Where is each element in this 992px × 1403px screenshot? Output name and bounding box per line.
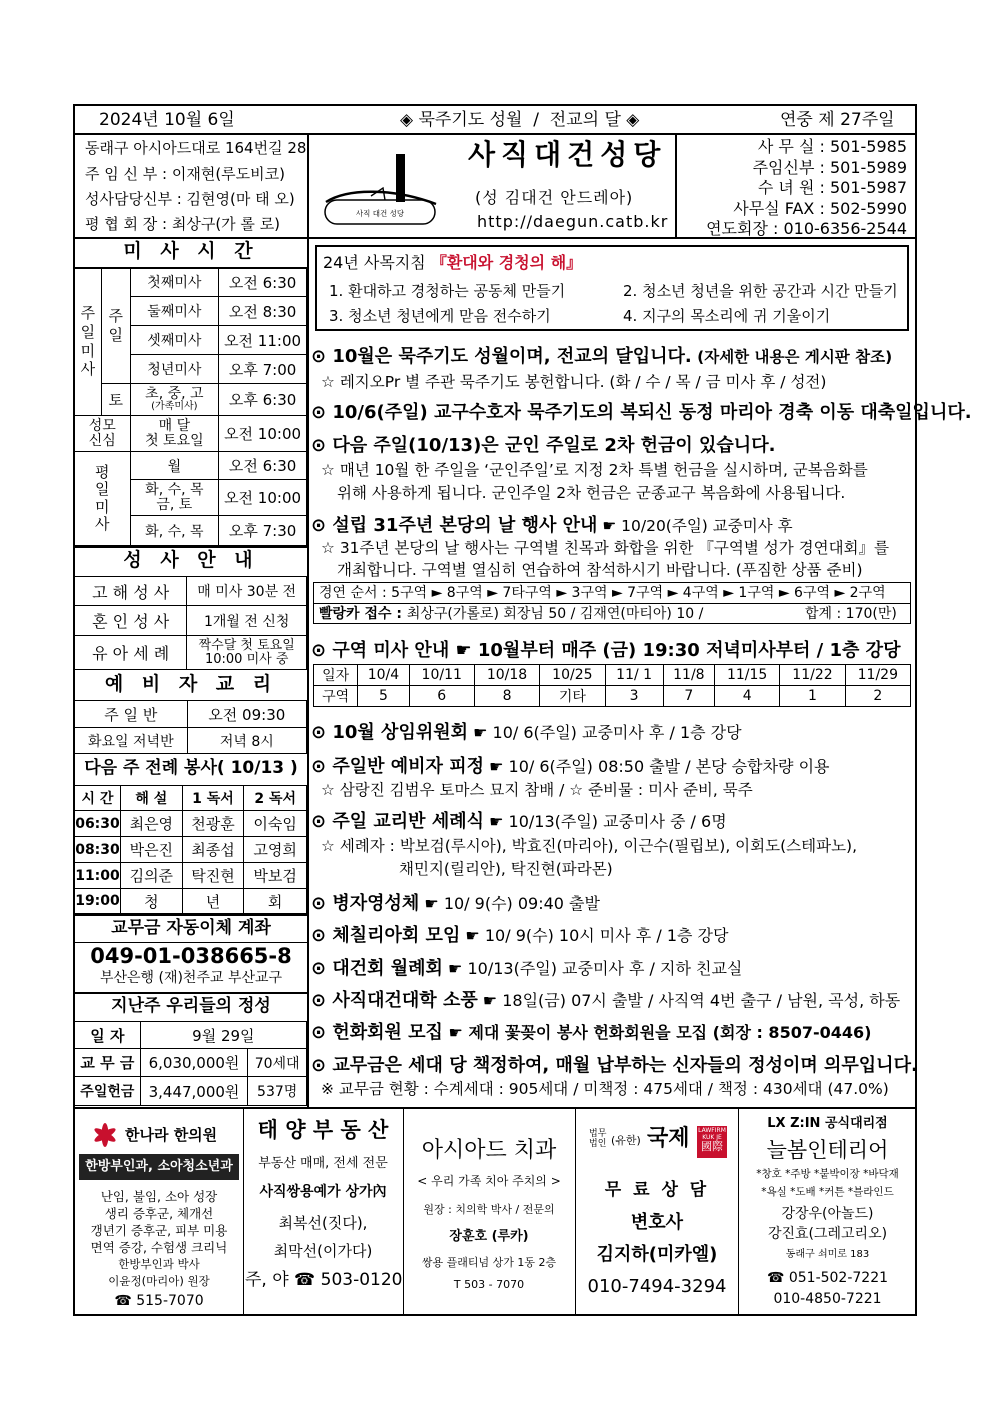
month-theme: ◈ 묵주기도 성월 / 전교의 달 ◈ [400, 110, 640, 130]
district-date-cell: 11/22 [780, 665, 845, 686]
clinic-services [79, 1188, 239, 1290]
marian-devotion-label: 성모 신심 [75, 416, 131, 452]
sacrament-info: 매 미사 30분 전 [187, 577, 307, 606]
announcement-detail: ☆ 레지오Pr 별 주관 묵주기도 봉헌합니다. (화 / 수 / 목 / 금 미사 후 / 성전) [321, 373, 827, 391]
announcement-heading: ⊙ 체칠리아회 모임 ☛ 10/ 9(수) 10시 미사 후 / 1층 강당 [311, 925, 729, 946]
interior-phone: ☎ 051-502-7221 [766, 1270, 889, 1286]
district-zone-cell: 5 [358, 686, 409, 707]
interior-brand: LX Z:IN 공식대리점 [767, 1116, 888, 1131]
announcement-detail: ☆ 세례자 : 박보검(루시아), 박효진(마리아), 이근수(필립보), 이회도(스테파노), [321, 837, 858, 855]
sacrament-info: 1개월 전 신청 [187, 606, 307, 636]
church-name: 사직대건성당 [468, 138, 667, 171]
law-lawyer-name: 김지하(미카엘) [596, 1244, 718, 1265]
mass-row-time: 오후 7:00 [219, 355, 307, 384]
dental-phone: T 503 - 7070 [453, 1278, 525, 1291]
weekday-mass-label: 평 일 미 사 [75, 452, 131, 546]
class-time: 저녁 8시 [187, 728, 306, 754]
offering-table [74, 1021, 307, 1106]
director-name: 성사담당신부 : 김현영(마 태 오) [85, 190, 295, 208]
clinic-service-line: 한방부인과 박사 [118, 1257, 200, 1271]
dental-slogan: < 우리 가족 치아 주치의 > [417, 1174, 561, 1188]
church-website-link[interactable]: http://daegun.catb.kr [477, 212, 669, 231]
bulletin-date: 2024년 10월 6일 [99, 110, 235, 130]
law-firm-name: 국제 [647, 1126, 690, 1151]
clinic-service-line: 난임, 불임, 소아 성장 [100, 1189, 218, 1204]
district-zones-row [314, 686, 911, 707]
pastor-name: 주 임 신 부 : 이재현(루도비코) [85, 165, 285, 183]
donation-bank: 부산은행 (재)천주교 부산교구 [99, 970, 283, 986]
district-mass-table [313, 664, 911, 707]
announcement-heading: ⊙ 병자영성체 ☛ 10/ 9(수) 09:40 출발 [311, 893, 600, 914]
realty-person: 최막선(이가다) [273, 1242, 373, 1260]
sunday-label: 주 일 [101, 268, 130, 384]
church-patron: (성 김대건 안드레아) [475, 188, 634, 207]
district-date-cell: 11/29 [845, 665, 910, 686]
clinic-name: 한나라 한의원 [125, 1126, 218, 1144]
contact-phone: 수 녀 원 : 501-5987 [757, 178, 907, 197]
sacrament-info: 짝수달 첫 토요일 10:00 미사 중 [187, 636, 307, 670]
bulletin-sheet [73, 104, 972, 1316]
weekday-mass-time: 오후 7:30 [219, 516, 307, 546]
announcement-heading: ⊙ 설립 31주년 본당의 날 행사 안내 ☛ 10/20(주일) 교중미사 후 [311, 515, 793, 536]
first-saturday-name: 매 달 첫 토요일 [130, 416, 219, 452]
contact-phone: 연도회장 : 010-6356-2544 [706, 219, 907, 238]
saturday-mass-time: 오후 6:30 [219, 384, 307, 416]
district-date-cell: 일자 [314, 665, 358, 686]
district-mass-heading: ⊙ 구역 미사 안내 ☛ 10월부터 매주 (금) 19:30 저녁미사부터 / 1층 강당 [311, 640, 901, 661]
announcement-detail: ☆ 매년 10월 한 주일을 ‘군인주일’로 지정 2차 특별 헌금을 실시하며, 군복음화를 [321, 461, 868, 479]
announcement-heading: ⊙ 대건회 월례회 ☛ 10/13(주일) 교중미사 후 / 지하 친교실 [311, 958, 743, 979]
sacrament-name: 고 해 성 사 [75, 577, 187, 606]
realty-phone: 주, 야 ☎ 503-0120 [245, 1270, 403, 1290]
weekday-mass-name: 월 [130, 452, 219, 480]
saturday-mass-name: 초, 중, 고 (가족미사) [130, 384, 219, 416]
announcement-detail: 채민지(릴리안), 탁진현(파라몬) [399, 860, 613, 878]
catechumen-title: 예 비 자 교 리 [104, 673, 278, 695]
announcement-heading: ⊙ 주일 교리반 세례식 ☛ 10/13(주일) 교중미사 중 / 6명 [311, 811, 727, 832]
contact-phone: 사무실 FAX : 502-5990 [733, 198, 907, 218]
announcement-heading: ⊙ 교무금은 세대 당 책정하여, 매월 납부하는 신자들의 정성이며 의무입니다. [311, 1055, 918, 1076]
offering-name: 주일헌금 [75, 1077, 141, 1106]
mass-row-time: 오전 6:30 [219, 268, 307, 297]
district-zone-cell: 기타 [540, 686, 605, 707]
clinic-phone: ☎ 515-7070 [114, 1293, 204, 1309]
service-row: 19:00 청 년 회 [75, 889, 307, 914]
announcement-detail: ☆ 31주년 본당의 날 행사는 구역별 친목과 화합을 위한 『구역별 성가 경연대회』를 [321, 539, 890, 557]
announcement-heading: ⊙ 헌화회원 모집 ☛ 제대 꽃꽂이 봉사 헌화회원을 모집 (회장 : 8507-0446) [311, 1022, 872, 1043]
class-time: 오전 09:30 [187, 701, 306, 728]
announcement-detail: ※ 교무금 현황 : 수계세대 : 905세대 / 미책정 : 475세대 / 책정 : 430세대 (47.0%) [321, 1080, 889, 1098]
interior-person: 강장우(아놀드) [781, 1206, 874, 1222]
catechumen-table [74, 700, 307, 754]
mass-row-name: 첫째미사 [130, 268, 219, 297]
saturday-label: 토 [101, 384, 130, 416]
weekday-mass-name: 화, 수, 목 금, 토 [130, 480, 219, 516]
service-title: 다음 주 전례 봉사( 10/13 ) [84, 758, 298, 778]
first-saturday-time: 오전 10:00 [219, 416, 307, 452]
offering-count: 537명 [248, 1077, 307, 1106]
announcement-heading: ⊙ 사직대건대학 소풍 ☛ 18일(금) 07시 출발 / 사직역 4번 출구 / 남원, 곡성, 하동 [311, 990, 901, 1011]
realty-name: 태 양 부 동 산 [257, 1118, 389, 1142]
liturgical-week: 연중 제 27주일 [780, 110, 895, 130]
announcement-heading: ⊙ 10/6(주일) 교구수호자 묵주기도의 복되신 동정 마리아 경축 이동 대축일입니다. [311, 402, 972, 423]
weekday-mass-name: 화, 수, 목 [130, 516, 219, 546]
vision-item: 1. 환대하고 경청하는 공동체 만들기 [329, 282, 566, 300]
law-tag: 법무 법인 [589, 1129, 607, 1149]
district-date-cell: 10/4 [358, 665, 409, 686]
announcement-detail: 개최합니다. 구역별 열심히 연습하여 참석하시기 바랍니다. (푸짐한 상품 준비) [337, 561, 863, 579]
law-firm-logo: LAWFIRM KUK JE 國際 [697, 1126, 727, 1158]
service-table [74, 785, 307, 914]
clinic-service-line: 이윤정(마리아) 원장 [108, 1274, 210, 1288]
weekday-mass-time: 오전 10:00 [219, 480, 307, 516]
district-zone-cell: 6 [409, 686, 474, 707]
vision-item: 2. 청소년 청년을 위한 공간과 시간 만들기 [623, 282, 898, 300]
offering-date: 9월 29일 [140, 1022, 306, 1049]
district-zone-cell: 4 [715, 686, 780, 707]
dental-name: 아시아드 치과 [421, 1138, 557, 1163]
law-tag-llc: (유한) [611, 1134, 641, 1147]
mass-row-name: 청년미사 [130, 355, 219, 384]
district-date-cell: 11/8 [663, 665, 714, 686]
donation-account-number: 049-01-038665-8 [90, 944, 292, 968]
church-logo-icon [323, 146, 439, 228]
sacraments-title: 성 사 안 내 [123, 549, 259, 571]
church-address: 동래구 아시아드대로 164번길 28 [85, 139, 307, 157]
announcement-heading: ⊙ 주일반 예비자 피정 ☛ 10/ 6(주일) 08:50 출발 / 본당 승합차량 이용 [311, 756, 830, 777]
pastoral-vision-title: 24년 사목지침 『환대와 경청의 해』 [323, 253, 583, 272]
interior-address: 동래구 쇠미로 183 [785, 1249, 870, 1260]
realty-person: 최복선(짓다), [278, 1214, 368, 1232]
law-free-consult: 무 료 상 담 [604, 1180, 710, 1200]
offering-name: 교 무 금 [75, 1049, 141, 1077]
district-zone-cell: 구역 [314, 686, 358, 707]
mass-row-name: 셋째미사 [130, 326, 219, 355]
service-row: 11:00 김의준 탁진현 박보검 [75, 863, 307, 889]
district-zone-cell: 2 [845, 686, 910, 707]
clinic-service-line: 갱년기 증후군, 피부 미용 [90, 1223, 228, 1238]
dental-director: 원장 : 치의학 박사 / 전문의 [423, 1203, 555, 1216]
sunday-mass-label: 주 일 미 사 [75, 268, 102, 416]
offering-count: 70세대 [248, 1049, 307, 1077]
sacrament-name: 유 아 세 례 [75, 636, 187, 670]
realty-sub: 부동산 매매, 전세 전문 [258, 1156, 388, 1171]
sacraments-table [74, 576, 307, 670]
district-date-cell: 10/11 [409, 665, 474, 686]
district-dates-row [314, 665, 911, 686]
contact-phone: 주임신부 : 501-5989 [752, 157, 907, 177]
district-date-cell: 11/15 [715, 665, 780, 686]
interior-person: 강진효(그레고리오) [767, 1226, 888, 1242]
bbang-receipt: 빨랑카 접수 : 최상구(가롤로) 회장님 50 / 김재연(마티아) 10 / [319, 606, 704, 622]
announcement-heading: ⊙ 다음 주일(10/13)은 군인 주일로 2차 헌금이 있습니다. [311, 435, 776, 456]
law-lawyer: 변호사 [630, 1212, 684, 1233]
announcement-detail: 위해 사용하게 됩니다. 군인주일 2차 헌금은 군종교구 복음화에 사용됩니다. [337, 484, 846, 502]
district-zone-cell: 8 [474, 686, 539, 707]
sacrament-name: 혼 인 성 사 [75, 606, 187, 636]
mass-times-table [74, 267, 307, 546]
clinic-service-line: 생리 증후군, 체개선 [104, 1206, 214, 1221]
interior-services: *창호 *주방 *붙박이장 *바닥재 [756, 1168, 899, 1180]
announcement-heading: ⊙ 10월은 묵주기도 성월이며, 전교의 달입니다. (자세한 내용은 게시판 참조) [311, 346, 893, 367]
district-date-cell: 10/18 [474, 665, 539, 686]
contact-phone: 사 무 실 : 501-5985 [757, 137, 907, 156]
district-zone-cell: 1 [780, 686, 845, 707]
service-row: 08:30 박은진 최종섭 고영희 [75, 837, 307, 863]
mass-row-time: 오전 8:30 [219, 297, 307, 326]
weekday-mass-time: 오전 6:30 [219, 452, 307, 480]
district-date-cell: 10/25 [540, 665, 605, 686]
bbang-total: 합계 : 170(만) [805, 606, 897, 622]
flower-logo-icon [91, 1121, 119, 1149]
dental-doctor: 장훈호 (루카) [449, 1229, 529, 1244]
class-name: 주 일 반 [75, 701, 188, 728]
offering-amount: 6,030,000원 [140, 1049, 248, 1077]
donation-title: 교무금 자동이체 계좌 [111, 918, 271, 938]
interior-services: *욕실 *도배 *커튼 *블라인드 [761, 1186, 894, 1198]
interior-phone: 010-4850-7221 [773, 1291, 882, 1307]
announcement-heading: ⊙ 10월 상임위원회 ☛ 10/ 6(주일) 교중미사 후 / 1층 강당 [311, 722, 742, 743]
mass-times-title: 미 사 시 간 [123, 240, 259, 262]
service-row: 06:30 최은영 천광훈 이숙임 [75, 811, 307, 837]
law-phone: 010-7494-3294 [587, 1276, 727, 1297]
council-president: 평 협 회 장 : 최상구(가 롤 로) [85, 215, 281, 233]
offering-title: 지난주 우리들의 정성 [111, 996, 271, 1016]
vision-item: 3. 청소년 청년에게 맏음 전수하기 [329, 307, 551, 325]
interior-name: 늘봄인테리어 [766, 1138, 889, 1162]
service-header-row: 시 간 해 설 1 독서 2 독서 [75, 786, 307, 811]
svg-text:사직 대건 성당: 사직 대건 성당 [355, 209, 405, 218]
offering-amount: 3,447,000원 [140, 1077, 248, 1106]
district-zone-cell: 7 [663, 686, 714, 707]
mass-row-name: 둘째미사 [130, 297, 219, 326]
mass-row-time: 오전 11:00 [219, 326, 307, 355]
dental-address: 쌍용 플래티넘 상가 1동 2층 [421, 1256, 557, 1269]
clinic-band: 한방부인과, 소아청소년과 [79, 1154, 239, 1180]
district-date-cell: 11/ 1 [605, 665, 663, 686]
vision-item: 4. 지구의 목소리에 귀 기울이기 [623, 307, 831, 325]
realty-place: 사직쌍용예가 상가內 [259, 1184, 387, 1200]
clinic-service-line: 면역 증강, 수험생 크리닉 [90, 1240, 228, 1255]
announcement-detail: ☆ 삼랑진 김범우 토마스 묘지 참배 / ☆ 준비물 : 미사 준비, 묵주 [321, 781, 753, 799]
district-zone-cell: 3 [605, 686, 663, 707]
class-name: 화요일 저녁반 [75, 728, 188, 754]
contest-order: 경연 순서 : 5구역 ► 8구역 ► 7타구역 ► 3구역 ► 7구역 ► 4구역 ► 1구역 ► 6구역 ► 2구역 [319, 585, 886, 601]
offering-date-label: 일 자 [75, 1022, 141, 1049]
